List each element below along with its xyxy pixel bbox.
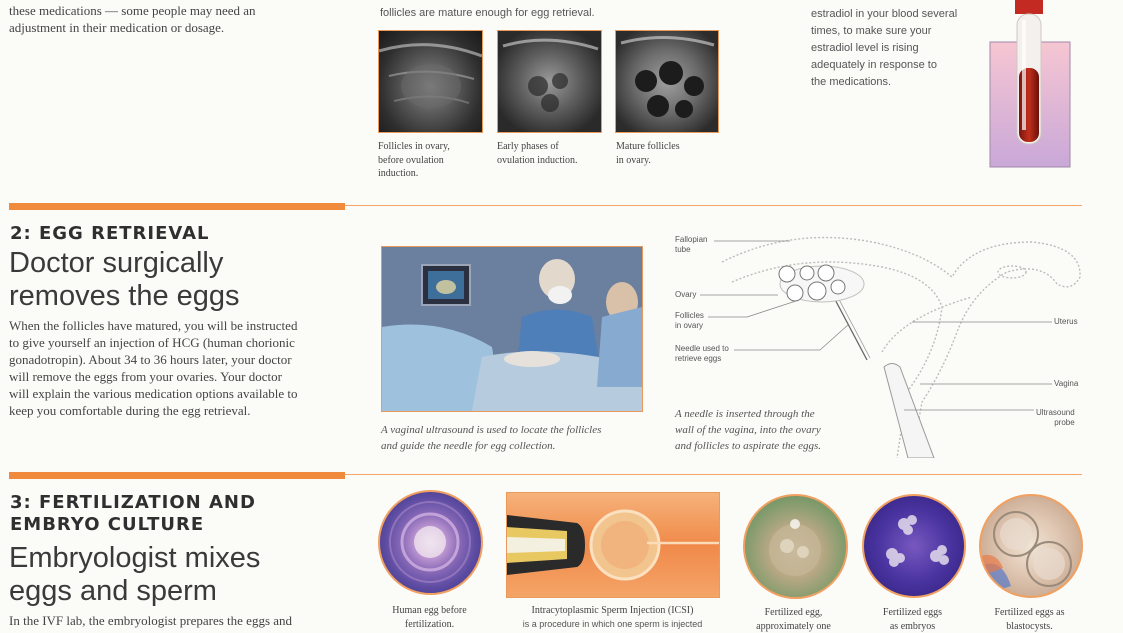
human-egg-caption: Human egg before fertilization. [392,605,467,630]
top-left-text: these medications — some people may need an adjustment in their medication or dosage. [9,3,256,35]
label-follicles: Follicles in ovary [675,311,704,330]
test-tube-icon [989,0,1071,168]
diagram-caption: A needle is inserted through the wall of the vagina, into the ovary and follicles to aspirate the eggs. [675,408,822,452]
ultrasound-texture [616,31,718,132]
blood-test-tube-illustration [989,0,1071,168]
icsi-image [506,492,720,598]
section-divider-line-3 [345,474,1082,475]
fertilized-egg-image [743,494,848,599]
photo-caption: A vaginal ultrasound is used to locate the follicles and guide the needle for egg collection. [381,424,602,452]
icsi-texture [507,493,719,597]
ultrasound-image-1 [378,30,483,133]
label-uterus: Uterus [1054,317,1078,326]
embryos-caption: Fertilized eggs as embryos [882,607,943,632]
label-ovary: Ovary [675,290,697,299]
ultrasound-image-3 [615,30,719,133]
fertilized-egg-caption: Fertilized egg, approximately one [756,607,831,632]
step2-title: 2: EGG RETRIEVAL [10,223,210,244]
label-needle: Needle used to retrieve eggs [675,344,729,363]
step3-body: In the IVF lab, the embryologist prepares the eggs and [9,613,293,628]
top-center-text: follicles are mature enough for egg retrieval. [380,7,595,19]
section-divider-line-2 [345,205,1082,206]
ultrasound-texture [379,31,482,132]
egg-retrieval-photo [381,246,643,412]
blastocysts-caption: Fertilized eggs as blastocysts. [994,607,1065,632]
label-fallopian-tube: Fallopian tube [675,235,708,254]
ultrasound-texture [498,31,601,132]
ultrasound-caption-2: Early phases of ovulation induction. [497,141,578,166]
top-right-text: estradiol in your blood several times, to make sure your estradiol level is rising adequately in response to the medications. [811,8,958,88]
step3-title: 3: FERTILIZATION AND EMBRYO CULTURE [10,492,256,535]
fertilized-egg-texture [745,496,846,597]
icsi-caption: Intracytoplasmic Sperm Injection (ICSI) is a procedure in which one sperm is injected [522,605,703,629]
human-egg-image [378,490,483,595]
ultrasound-caption-1: Follicles in ovary, before ovulation induction. [378,141,450,179]
ultrasound-image-2 [497,30,602,133]
step2-subtitle: Doctor surgically removes the eggs [9,247,240,312]
ultrasound-caption-3: Mature follicles in ovary. [616,141,680,166]
step2-body: When the follicles have matured, you will be instructed to give yourself an injection of HCG (human chorionic gonadotropin). About 34 to 36 hours later, your doctor will remove the eggs from your ovaries. Your doctor will explain the various medication options available to keep you comfortable during the egg retrieval. [9,318,298,418]
surgery-scene [382,247,642,411]
label-vagina: Vagina [1054,379,1079,388]
embryos-image [862,494,966,598]
label-ultrasound-probe: Ultrasound probe [1036,408,1075,427]
blastocysts-image [979,494,1083,598]
step3-subtitle: Embryologist mixes eggs and sperm [9,542,261,607]
egg-cell-texture [380,492,481,593]
section-divider-bar-3 [9,472,345,479]
section-divider-bar-2 [9,203,345,210]
embryos-texture [864,496,964,596]
blastocysts-texture [981,496,1081,596]
